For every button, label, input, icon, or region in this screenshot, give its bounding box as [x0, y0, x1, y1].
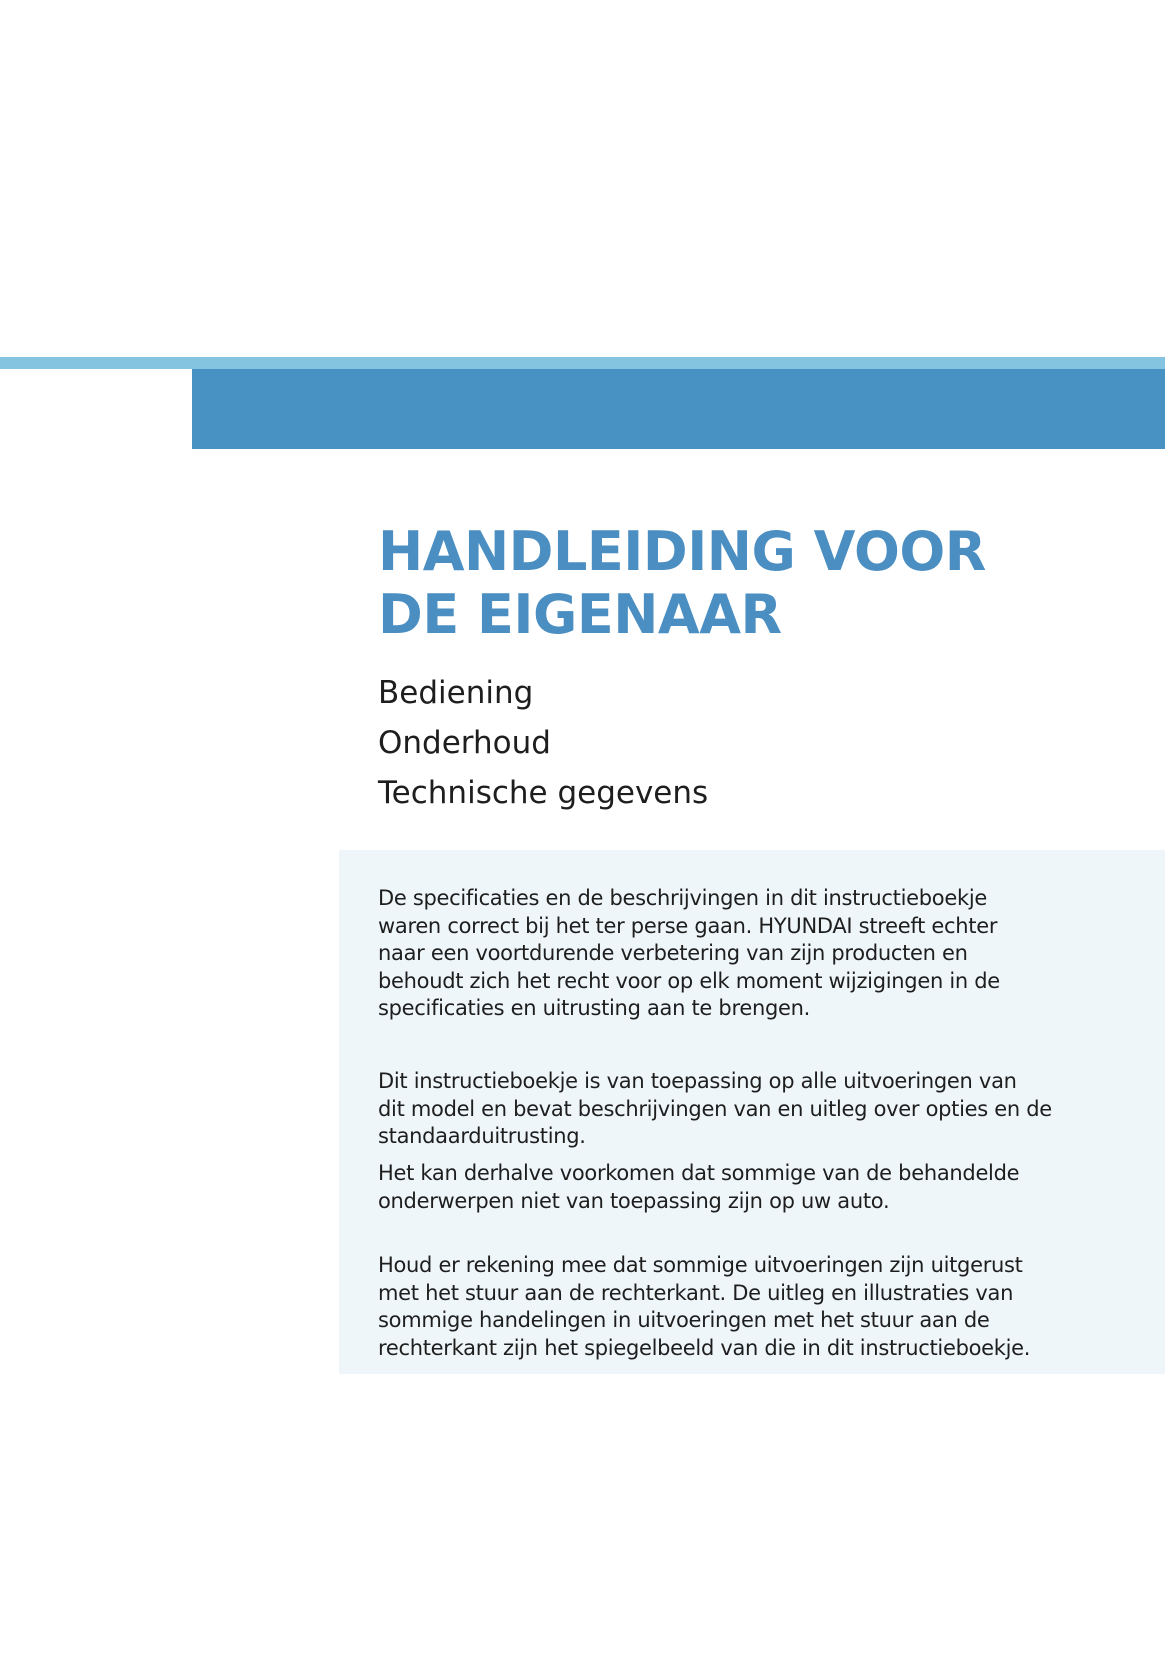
text-line: dit model en bevat beschrijvingen van en uitleg over opties en de [378, 1096, 1052, 1121]
title-line-1: HANDLEIDING VOOR [378, 520, 986, 583]
text-line: waren correct bij het ter perse gaan. HYUNDAI streeft echter [378, 913, 998, 938]
text-line: specificaties en uitrusting aan te brengen. [378, 996, 810, 1020]
subtitle-maintenance: Onderhoud [378, 725, 551, 761]
text-line: sommige handelingen in uitvoeringen met het stuur aan de [378, 1308, 990, 1332]
document-title [378, 520, 986, 646]
disclaimer-paragraph-3 [378, 1160, 1019, 1215]
text-line: standaarduitrusting. [378, 1124, 586, 1148]
text-line: naar een voortdurende verbetering van zijn producten en [378, 941, 968, 965]
text-line: Houd er rekening mee dat sommige uitvoeringen zijn uitgerust [378, 1253, 1023, 1277]
text-line: met het stuur aan de rechterkant. De uitleg en illustraties van [378, 1280, 1014, 1305]
text-line: Dit instructieboekje is van toepassing op alle uitvoeringen van [378, 1069, 1017, 1093]
header-stripe-light [0, 357, 1165, 369]
header-stripe-dark [192, 369, 1165, 449]
text-line: onderwerpen niet van toepassing zijn op uw auto. [378, 1188, 890, 1213]
subtitle-technical-data: Technische gegevens [378, 775, 709, 811]
subtitle-operation: Bediening [378, 675, 534, 711]
text-line: rechterkant zijn het spiegelbeeld van die in dit instructieboekje. [378, 1335, 1031, 1360]
disclaimer-paragraph-2 [378, 1068, 1052, 1151]
title-line-2: DE EIGENAAR [378, 583, 782, 646]
subtitle-list [378, 668, 708, 818]
disclaimer-box [339, 850, 1165, 1374]
text-line: Het kan derhalve voorkomen dat sommige van de behandelde [378, 1161, 1020, 1185]
disclaimer-paragraph-1 [378, 885, 1000, 1023]
text-line: behoudt zich het recht voor op elk moment wijzigingen in de [378, 968, 1000, 993]
text-line: De specificaties en de beschrijvingen in dit instructieboekje [378, 886, 987, 910]
disclaimer-paragraph-4 [378, 1252, 1030, 1362]
